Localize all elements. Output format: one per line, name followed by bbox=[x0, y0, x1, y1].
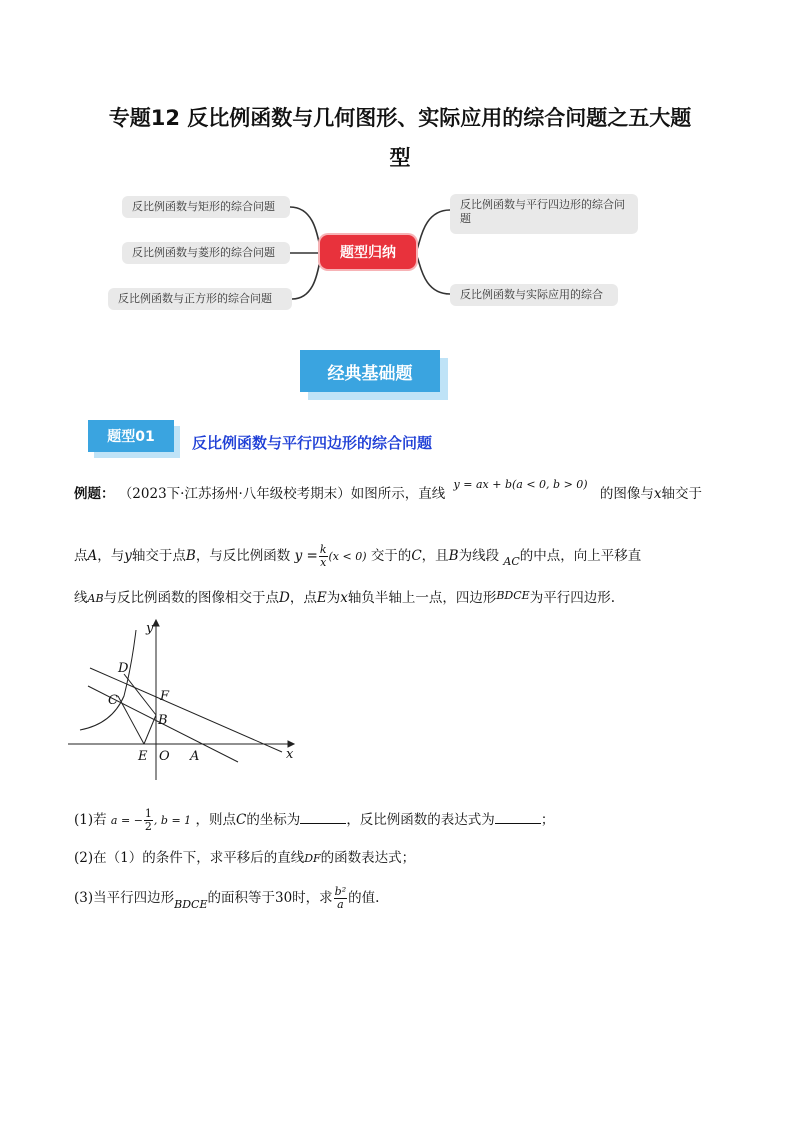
text-fragment: ，与 bbox=[97, 548, 125, 564]
connector-left-3 bbox=[292, 256, 322, 299]
text-fragment: 轴交于 bbox=[661, 486, 702, 502]
q1-b-equation: , b = 1 bbox=[153, 814, 192, 827]
function-y: y = bbox=[294, 548, 318, 564]
example-source: （2023下·江苏扬州·八年级校考期末）如图所示，直线 bbox=[118, 486, 446, 502]
text-fragment: 的图像与 bbox=[599, 486, 654, 502]
question-1 bbox=[74, 808, 554, 833]
text-fragment: 与反比例函数的图像相交于点 bbox=[103, 590, 280, 606]
q1-fraction bbox=[144, 808, 153, 833]
var-x: x bbox=[653, 486, 662, 502]
example-line-2 bbox=[74, 544, 641, 569]
label-B: B bbox=[158, 713, 168, 728]
label-D: D bbox=[118, 661, 129, 676]
text-fragment: (3)当平行四边形 bbox=[74, 890, 175, 906]
mindmap-center: 题型归纳 bbox=[320, 235, 416, 269]
fraction-denominator: 2 bbox=[144, 820, 152, 833]
mindmap-node-application: 反比例函数与实际应用的综合 bbox=[450, 284, 618, 306]
banner-label: 经典基础题 bbox=[300, 350, 440, 392]
point-A: A bbox=[87, 548, 98, 564]
var-x: x bbox=[340, 590, 348, 606]
fraction-numerator: 1 bbox=[144, 807, 152, 820]
question-3 bbox=[74, 886, 379, 911]
segment-CE bbox=[118, 696, 144, 744]
mindmap-node-rhombus: 反比例函数与菱形的综合问题 bbox=[122, 242, 290, 264]
segment-EB bbox=[144, 715, 156, 744]
tag-label: 题型01 bbox=[88, 420, 174, 452]
text-fragment: 的值. bbox=[348, 890, 380, 906]
text-fragment: 轴交于点 bbox=[131, 548, 186, 564]
example-line-3 bbox=[74, 588, 615, 609]
point-B: B bbox=[448, 548, 459, 564]
mindmap-node-parallelogram: 反比例函数与平行四边形的综合问题 bbox=[450, 194, 638, 234]
answer-blank-coordinate[interactable] bbox=[300, 811, 346, 824]
text-fragment: 交于的 bbox=[370, 548, 412, 564]
connector-left-1 bbox=[290, 207, 322, 252]
text-fragment: 为平行四边形. bbox=[529, 590, 615, 606]
line-DF bbox=[90, 668, 282, 752]
text-fragment: ； bbox=[540, 812, 555, 828]
text-fragment: ，且 bbox=[421, 548, 449, 564]
text-fragment: 线 bbox=[74, 590, 88, 606]
section-title: 反比例函数与平行四边形的综合问题 bbox=[192, 434, 433, 452]
text-fragment: ，反比例函数的表达式为 bbox=[346, 812, 495, 828]
connector-right-1 bbox=[416, 210, 450, 250]
hyperbola-branch bbox=[80, 630, 136, 730]
fraction-k-over-x bbox=[319, 544, 328, 569]
q1-a-equation: a = − bbox=[110, 814, 143, 827]
point-E: E bbox=[316, 590, 327, 606]
label-C: C bbox=[108, 693, 118, 708]
text-fragment: 为线段 bbox=[458, 548, 500, 564]
fraction-denominator: x bbox=[320, 556, 327, 569]
geometry-figure bbox=[66, 612, 302, 788]
example-label: 例题： bbox=[74, 486, 115, 502]
label-y: y bbox=[146, 621, 154, 636]
quad-BDCE: BDCE bbox=[174, 898, 208, 911]
fraction-numerator: k bbox=[319, 543, 327, 556]
text-fragment: 的坐标为 bbox=[246, 812, 301, 828]
label-F: F bbox=[160, 689, 170, 704]
text-fragment: 的函数表达式； bbox=[320, 850, 416, 866]
text-fragment: 的面积等于30时，求 bbox=[207, 890, 333, 906]
title-line-1: 专题12 反比例函数与几何图形、实际应用的综合问题之五大题 bbox=[108, 106, 692, 130]
title-line-2: 型 bbox=[389, 146, 411, 170]
text-fragment: ，点 bbox=[289, 590, 317, 606]
fraction-denominator: a bbox=[337, 898, 344, 911]
mindmap-node-rectangle: 反比例函数与矩形的综合问题 bbox=[122, 196, 290, 218]
point-D: D bbox=[279, 590, 290, 606]
function-condition: (x < 0) bbox=[328, 550, 367, 563]
question-2 bbox=[74, 848, 415, 869]
example-line-1 bbox=[74, 478, 702, 505]
connector-right-2 bbox=[416, 256, 450, 294]
answer-blank-expression[interactable] bbox=[495, 811, 541, 824]
line-DF-label: DF bbox=[304, 852, 321, 865]
text-fragment: (1)若 bbox=[74, 812, 107, 828]
mindmap-node-square: 反比例函数与正方形的综合问题 bbox=[108, 288, 292, 310]
segment-AB: AB bbox=[87, 592, 104, 605]
y-axis-arrow bbox=[153, 620, 159, 626]
text-fragment: 点 bbox=[74, 548, 88, 564]
fraction-numerator: b² bbox=[334, 885, 347, 898]
section-banner bbox=[300, 350, 448, 400]
text-fragment: 的中点，向上平移直 bbox=[519, 548, 642, 564]
text-fragment: (2)在（1）的条件下，求平移后的直线 bbox=[74, 850, 305, 866]
line-equation: y = ax + b(a < 0, b > 0) bbox=[453, 478, 588, 491]
label-E: E bbox=[138, 749, 148, 764]
label-x: x bbox=[286, 747, 294, 762]
text-fragment: 为 bbox=[326, 590, 341, 606]
mindmap-connectors bbox=[0, 0, 800, 330]
text-fragment: ，则点 bbox=[195, 812, 236, 828]
label-A: A bbox=[190, 749, 200, 764]
label-O: O bbox=[159, 749, 170, 764]
point-C: C bbox=[235, 812, 247, 828]
text-fragment: 轴负半轴上一点，四边形 bbox=[347, 590, 497, 606]
segment-AC: AC bbox=[503, 555, 520, 568]
q3-fraction bbox=[334, 886, 347, 911]
quad-BDCE: BDCE bbox=[496, 589, 530, 602]
var-y: y bbox=[124, 548, 132, 564]
point-B: B bbox=[185, 548, 196, 564]
text-fragment: ，与反比例函数 bbox=[195, 548, 291, 564]
point-C: C bbox=[411, 548, 422, 564]
type-tag bbox=[88, 420, 180, 458]
